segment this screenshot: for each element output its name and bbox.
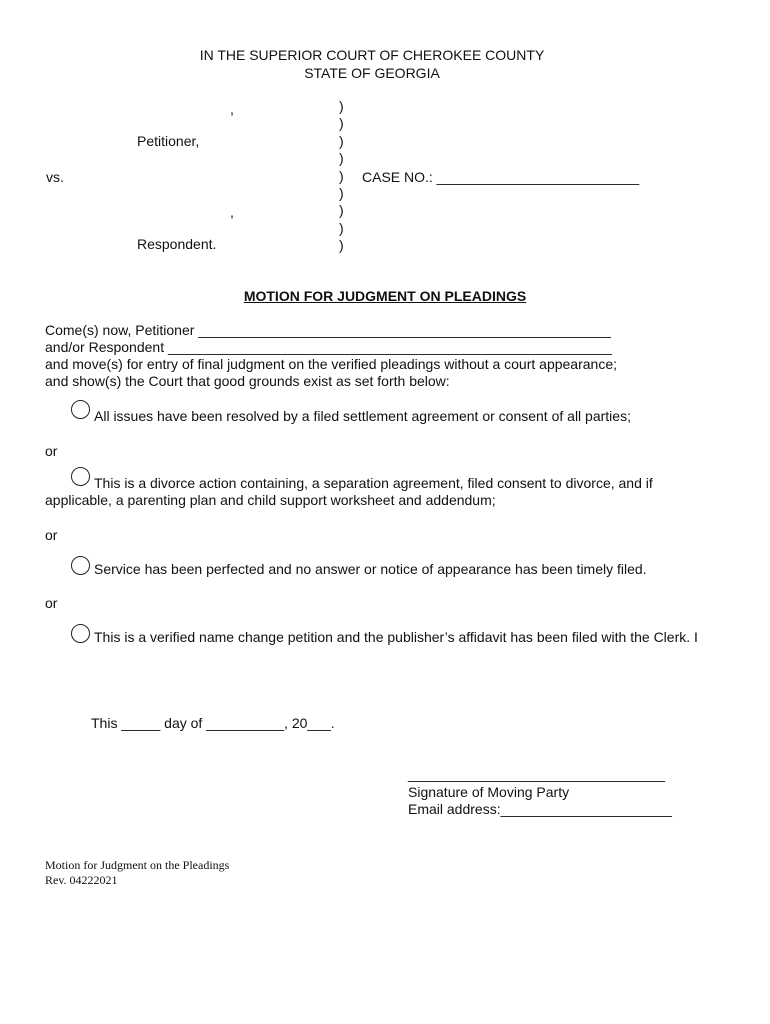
footer-form-name: Motion for Judgment on the Pleadings [45, 858, 230, 872]
respondent-line[interactable]: and/or Respondent _________________________________________________________ [45, 339, 612, 355]
paren: ) [339, 132, 344, 149]
option-2-text: This is a divorce action containing, a separation agreement, filed consent to divorce, and if [94, 475, 653, 491]
paren: ) [339, 184, 344, 201]
or-separator: or [45, 595, 58, 611]
intro-text: and move(s) for entry of final judgment on the verified pleadings without a court appearance; [45, 356, 617, 372]
signature-line[interactable]: _________________________________ [408, 766, 665, 782]
paren: ) [339, 202, 344, 219]
paren: ) [339, 237, 344, 254]
petitioner-line[interactable]: Come(s) now, Petitioner _____________________________________________________ [45, 322, 611, 338]
or-separator: or [45, 443, 58, 459]
option-4-radio[interactable] [71, 624, 90, 643]
respondent-label: Respondent. [137, 236, 217, 252]
paren: ) [339, 115, 344, 132]
respondent-name-comma: , [230, 204, 234, 220]
caption-divider [339, 98, 351, 255]
option-3-radio[interactable] [71, 556, 90, 575]
option-4-text: This is a verified name change petition and the publisher’s affidavit has been filed with the Clerk. I [94, 629, 698, 645]
date-line[interactable]: This _____ day of __________, 20___. [91, 715, 335, 731]
footer-revision: Rev. 04222021 [45, 873, 118, 887]
document-title: MOTION FOR JUDGMENT ON PLEADINGS [243, 288, 527, 304]
signature-label: Signature of Moving Party [408, 784, 570, 800]
paren: ) [339, 150, 344, 167]
paren: ) [339, 219, 344, 236]
court-heading: IN THE SUPERIOR COURT OF CHEROKEE COUNTY [199, 47, 545, 63]
option-1-text: All issues have been resolved by a filed settlement agreement or consent of all parties; [94, 408, 631, 424]
state-heading: STATE OF GEORGIA [304, 65, 440, 81]
case-number-field[interactable]: CASE NO.: __________________________ [362, 169, 640, 185]
email-field[interactable]: Email address:______________________ [408, 801, 672, 817]
paren: ) [339, 98, 344, 114]
option-1-radio[interactable] [71, 400, 90, 419]
option-2-radio[interactable] [71, 467, 90, 486]
intro-text: and show(s) the Court that good grounds exist as set forth below: [45, 373, 450, 389]
option-2-text-cont: applicable, a parenting plan and child support worksheet and addendum; [45, 492, 496, 508]
option-3-text: Service has been perfected and no answer or notice of appearance has been timely filed. [94, 561, 647, 577]
petitioner-label: Petitioner, [137, 133, 200, 149]
petitioner-name-comma: , [230, 101, 234, 117]
or-separator: or [45, 527, 58, 543]
versus-label: vs. [46, 169, 64, 185]
paren: ) [339, 167, 344, 184]
